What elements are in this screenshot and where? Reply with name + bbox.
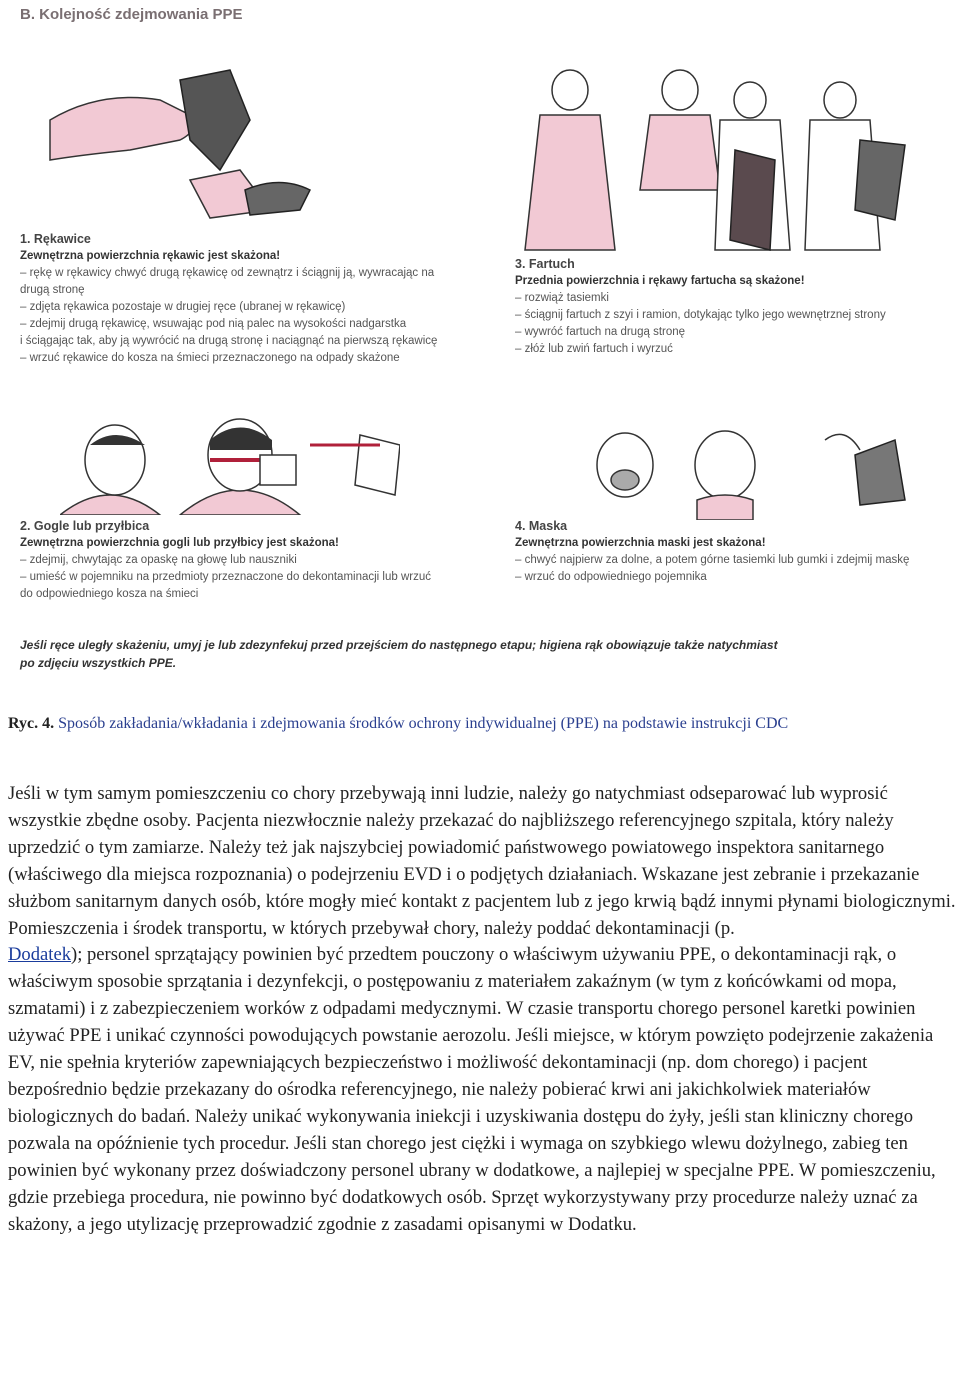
list-item: – rękę w rękawicy chwyć drugą rękawicę od zewnątrz i ściągnij ją, wywracając na	[20, 267, 435, 279]
section-gown	[515, 256, 886, 358]
paragraph-text: ); personel sprzątający powinien być przedtem pouczony o właściwym używaniu PPE, o dekontaminacji rąk, o właściwym sposobie sprzątania i dezynfekcji, o postępowaniu z materiałem zakaźnym (w tym z końcówkami od mopa, szmatami) i z zabezpieczeniem worków z odpadami medycznymi. W czasie transportu chorego personel karetki powinien używać PPE i unikać czynności powodujących powstanie aerozolu. Jeśli miejsce, w którym powzięto podejrzenie zakażenia EV, nie spełnia kryteriów zapewniających bezpieczeństwo i możliwość dekontaminacji (np. dom chorego) i pacjent bezpośrednio będzie przekazany do ośrodka referencyjnego, nie należy pobierać krwi ani jakichkolwiek materiałów biologicznych do badań. Należy unikać wykonywania iniekcji i uzyskiwania dostępu do żyły, jeśli stan kliniczny chorego pozwala na opóźnienie tych procedur. Jeśli stan chorego jest ciężki i wymaga on szybkiego wlewu dożylnego, zabieg ten powinien być wykonany przez doświadczony personel ubrany w dodatkowe, a najlepiej w specjalne PPE. W pomieszczeniu, gdzie przebiega procedura, nie powinno być dodatkowych osób. Sprzęt wykorzystywany przy procedurze należy uznać za skażony, a jego utylizację przeprowadzić zgodnie z zasadami opisanymi w Dodatku.	[8, 944, 936, 1235]
list-item: – chwyć najpierw za dolne, a potem górne tasiemki lub gumki i zdejmij maskę	[515, 554, 910, 566]
gloves-illustration	[40, 60, 320, 220]
mask-heading: 4. Maska	[515, 519, 568, 533]
paragraph	[8, 916, 960, 1239]
list-item: – umieść w pojemniku na przedmioty przeznaczone do dekontaminacji lub wrzuć	[20, 571, 432, 583]
paragraph: Jeśli w tym samym pomieszczeniu co chory przebywają inni ludzie, należy go natychmiast odseparować lub wyprosić wszystkie zbędne osoby. Pacjenta niezwłocznie należy przekazać do najbliższego referencyjnego szpitala, który należy uprzedzić o tym zamiarze. Należy też jak najszybciej powiadomić państwowego powiatowego inspektora sanitarnego (właściwego dla miejsca rozpoznania) o podejrzeniu EVD i o podjętych działaniach. Wskazane jest zebranie i przekazanie służbom sanitarnym danych osób, które mogły mieć kontakt z pacjentem lub z jego krwią bądź innymi płynami biologicznymi.	[8, 783, 956, 912]
note-line: Jeśli ręce uległy skażeniu, umyj je lub zdezynfekuj przed przejściem do następnego etapu; higiena rąk obowiązuje także natychmiast	[20, 638, 778, 652]
gown-subheading: Przednia powierzchnia i rękawy fartucha są skażone!	[515, 275, 805, 287]
gloves-subheading: Zewnętrzna powierzchnia rękawic jest skażona!	[20, 250, 281, 262]
list-item: – wrzuć rękawice do kosza na śmieci przeznaczonego na odpady skażone	[20, 352, 400, 364]
list-item: – zdejmij, chwytając za opaskę na głowę lub nauszniki	[20, 554, 297, 566]
list-item: – ściągnij fartuch z szyi i ramion, dotykając tylko jego wewnętrznej strony	[515, 309, 886, 321]
goggles-heading: 2. Gogle lub przyłbica	[20, 519, 150, 533]
list-item: – rozwiąż tasiemki	[515, 292, 609, 304]
section-goggles	[20, 518, 431, 603]
list-item: do odpowiedniego kosza na śmieci	[20, 588, 199, 600]
list-item: – złóż lub zwiń fartuch i wyrzuć	[515, 343, 673, 355]
list-item: – zdjęta rękawica pozostaje w drugiej ręce (ubranej w rękawicę)	[20, 301, 346, 313]
mask-illustration	[585, 410, 915, 520]
section-mask	[515, 518, 909, 586]
paragraph-text: Pomieszczenia i środek transportu, w których przebywał chory, należy poddać dekontaminacji (p.	[8, 917, 735, 939]
figure-title: B. Kolejność zdejmowania PPE	[20, 6, 243, 23]
list-item: drugą stronę	[20, 284, 85, 296]
hand-hygiene-note	[20, 636, 920, 672]
note-line: po zdjęciu wszystkich PPE.	[20, 656, 177, 670]
goggles-subheading: Zewnętrzna powierzchnia gogli lub przyłbicy jest skażona!	[20, 537, 339, 549]
list-item: i ściągając tak, aby ją wywrócić na drugą stronę i naciągnąć na pierwszą rękawicę	[20, 335, 438, 347]
list-item: – wywróć fartuch na drugą stronę	[515, 326, 686, 338]
list-item: – wrzuć do odpowiedniego pojemnika	[515, 571, 707, 583]
caption-text: Sposób zakładania/wkładania i zdejmowania środków ochrony indywidualnej (PPE) na podstawie instrukcji CDC	[58, 715, 789, 732]
mask-subheading: Zewnętrzna powierzchnia maski jest skażona!	[515, 537, 766, 549]
figure-caption	[8, 714, 953, 733]
article-body	[8, 781, 960, 1238]
goggles-illustration	[60, 405, 400, 515]
list-item: – zdejmij drugą rękawicę, wsuwając pod nią palec na wysokości nadgarstka	[20, 318, 407, 330]
gloves-heading: 1. Rękawice	[20, 232, 91, 246]
section-gloves	[20, 231, 437, 367]
caption-label: Ryc. 4.	[8, 715, 55, 732]
gown-illustration	[520, 60, 940, 260]
gown-heading: 3. Fartuch	[515, 257, 575, 271]
dodatek-link[interactable]: Dodatek	[8, 944, 71, 966]
